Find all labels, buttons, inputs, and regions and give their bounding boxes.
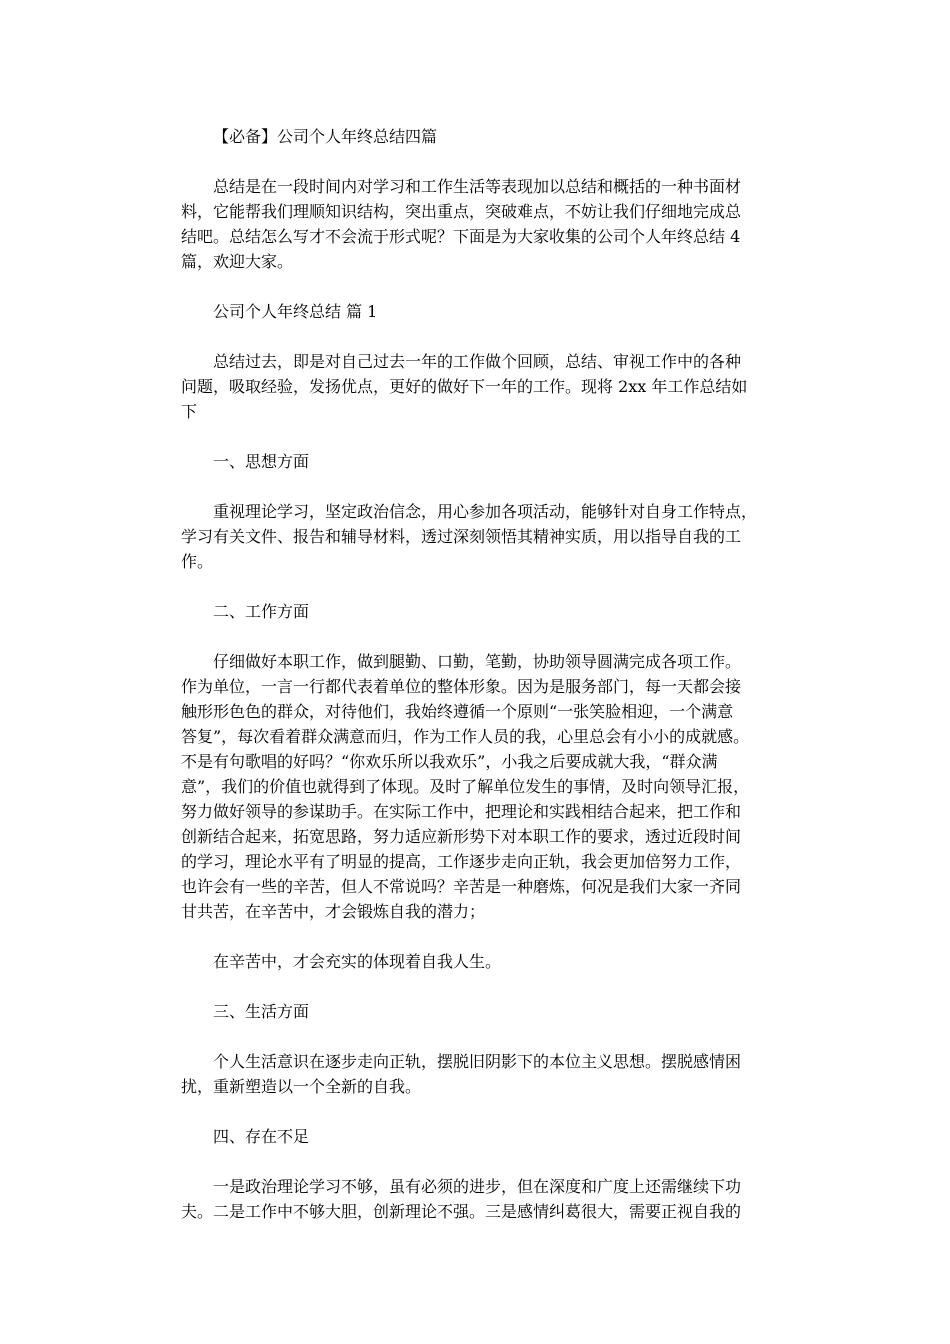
shortcomings-line: 一是政治理论学习不够，虽有必须的进步，但在深度和广度上还需继续下功 bbox=[213, 1177, 742, 1196]
work-line: 努力做好领导的参谋助手。在实际工作中，把理论和实践相结合起来，把工作和 bbox=[181, 802, 742, 821]
work-line: 意”，我们的价值也就得到了体现。及时了解单位发生的事情，及时向领导汇报， bbox=[181, 777, 750, 796]
intro-line: 总结是在一段时间内对学习和工作生活等表现加以总结和概括的一种书面材 bbox=[213, 177, 742, 196]
intro-paragraph bbox=[181, 174, 781, 274]
intro-line: 结吧。总结怎么写才不会流于形式呢？下面是为大家收集的公司个人年终总结 4 bbox=[181, 227, 741, 246]
intro-line: 料，它能帮我们理顺知识结构，突出重点，突破难点，不妨让我们仔细地完成总 bbox=[181, 202, 742, 221]
thought-line: 学习有关文件、报告和辅导材料，透过深刻领悟其精神实质，用以指导自我的工 bbox=[181, 527, 742, 546]
life-line: 扰，重新塑造以一个全新的自我。 bbox=[181, 1077, 422, 1096]
shortcomings-line: 夫。二是工作中不够大胆，创新理论不强。三是感情纠葛很大，需要正视自我的 bbox=[181, 1202, 742, 1221]
shortcomings-paragraph bbox=[181, 1174, 781, 1224]
work-line: 不是有句歌唱的好吗？“你欢乐所以我欢乐”，小我之后要成就大我，“群众满 bbox=[181, 752, 718, 771]
work-line: 仔细做好本职工作，做到腿勤、口勤，笔勤，协助领导圆满完成各项工作。 bbox=[213, 652, 742, 671]
section-title: 公司个人年终总结 篇 1 bbox=[213, 302, 378, 321]
work-line: 触形形色色的群众，对待他们，我始终遵循一个原则“一张笑脸相迎，一个满意 bbox=[181, 702, 734, 721]
thought-line: 重视理论学习，坚定政治信念，用心参加各项活动，能够针对自身工作特点， bbox=[213, 502, 758, 521]
work-line: 答复”，每次看着群众满意而归，作为工作人员的我，心里总会有小小的成就感。 bbox=[181, 727, 750, 746]
heading-shortcomings: 四、存在不足 bbox=[213, 1127, 310, 1146]
work-paragraph bbox=[181, 649, 781, 924]
work-line: 创新结合起来，拓宽思路，努力适应新形势下对本职工作的要求，透过近段时间 bbox=[181, 827, 742, 846]
document-title: 【必备】公司个人年终总结四篇 bbox=[213, 127, 438, 146]
intro-line: 篇，欢迎大家。 bbox=[181, 252, 294, 271]
opening-line: 下 bbox=[181, 402, 198, 421]
thought-paragraph bbox=[181, 499, 781, 574]
work-line: 甘共苦，在辛苦中，才会锻炼自我的潜力； bbox=[181, 902, 486, 921]
document-page bbox=[181, 124, 781, 1249]
hardship-paragraph: 在辛苦中，才会充实的体现着自我人生。 bbox=[213, 952, 502, 971]
opening-line: 问题，吸取经验，发扬优点，更好的做好下一年的工作。现将 2xx 年工作总结如 bbox=[181, 377, 748, 396]
heading-thought: 一、思想方面 bbox=[213, 452, 310, 471]
opening-paragraph bbox=[181, 349, 781, 424]
thought-line: 作。 bbox=[181, 552, 214, 571]
opening-line: 总结过去，即是对自己过去一年的工作做个回顾，总结、审视工作中的各种 bbox=[213, 352, 742, 371]
life-line: 个人生活意识在逐步走向正轨，摆脱旧阴影下的本位主义思想。摆脱感情困 bbox=[213, 1052, 742, 1071]
work-line: 作为单位，一言一行都代表着单位的整体形象。因为是服务部门，每一天都会接 bbox=[181, 677, 742, 696]
heading-life: 三、生活方面 bbox=[213, 1002, 310, 1021]
work-line: 也许会有一些的辛苦，但人不常说吗？辛苦是一种磨炼，何况是我们大家一齐同 bbox=[181, 877, 742, 896]
life-paragraph bbox=[181, 1049, 781, 1099]
heading-work: 二、工作方面 bbox=[213, 602, 310, 621]
work-line: 的学习，理论水平有了明显的提高，工作逐步走向正轨，我会更加倍努力工作， bbox=[181, 852, 742, 871]
